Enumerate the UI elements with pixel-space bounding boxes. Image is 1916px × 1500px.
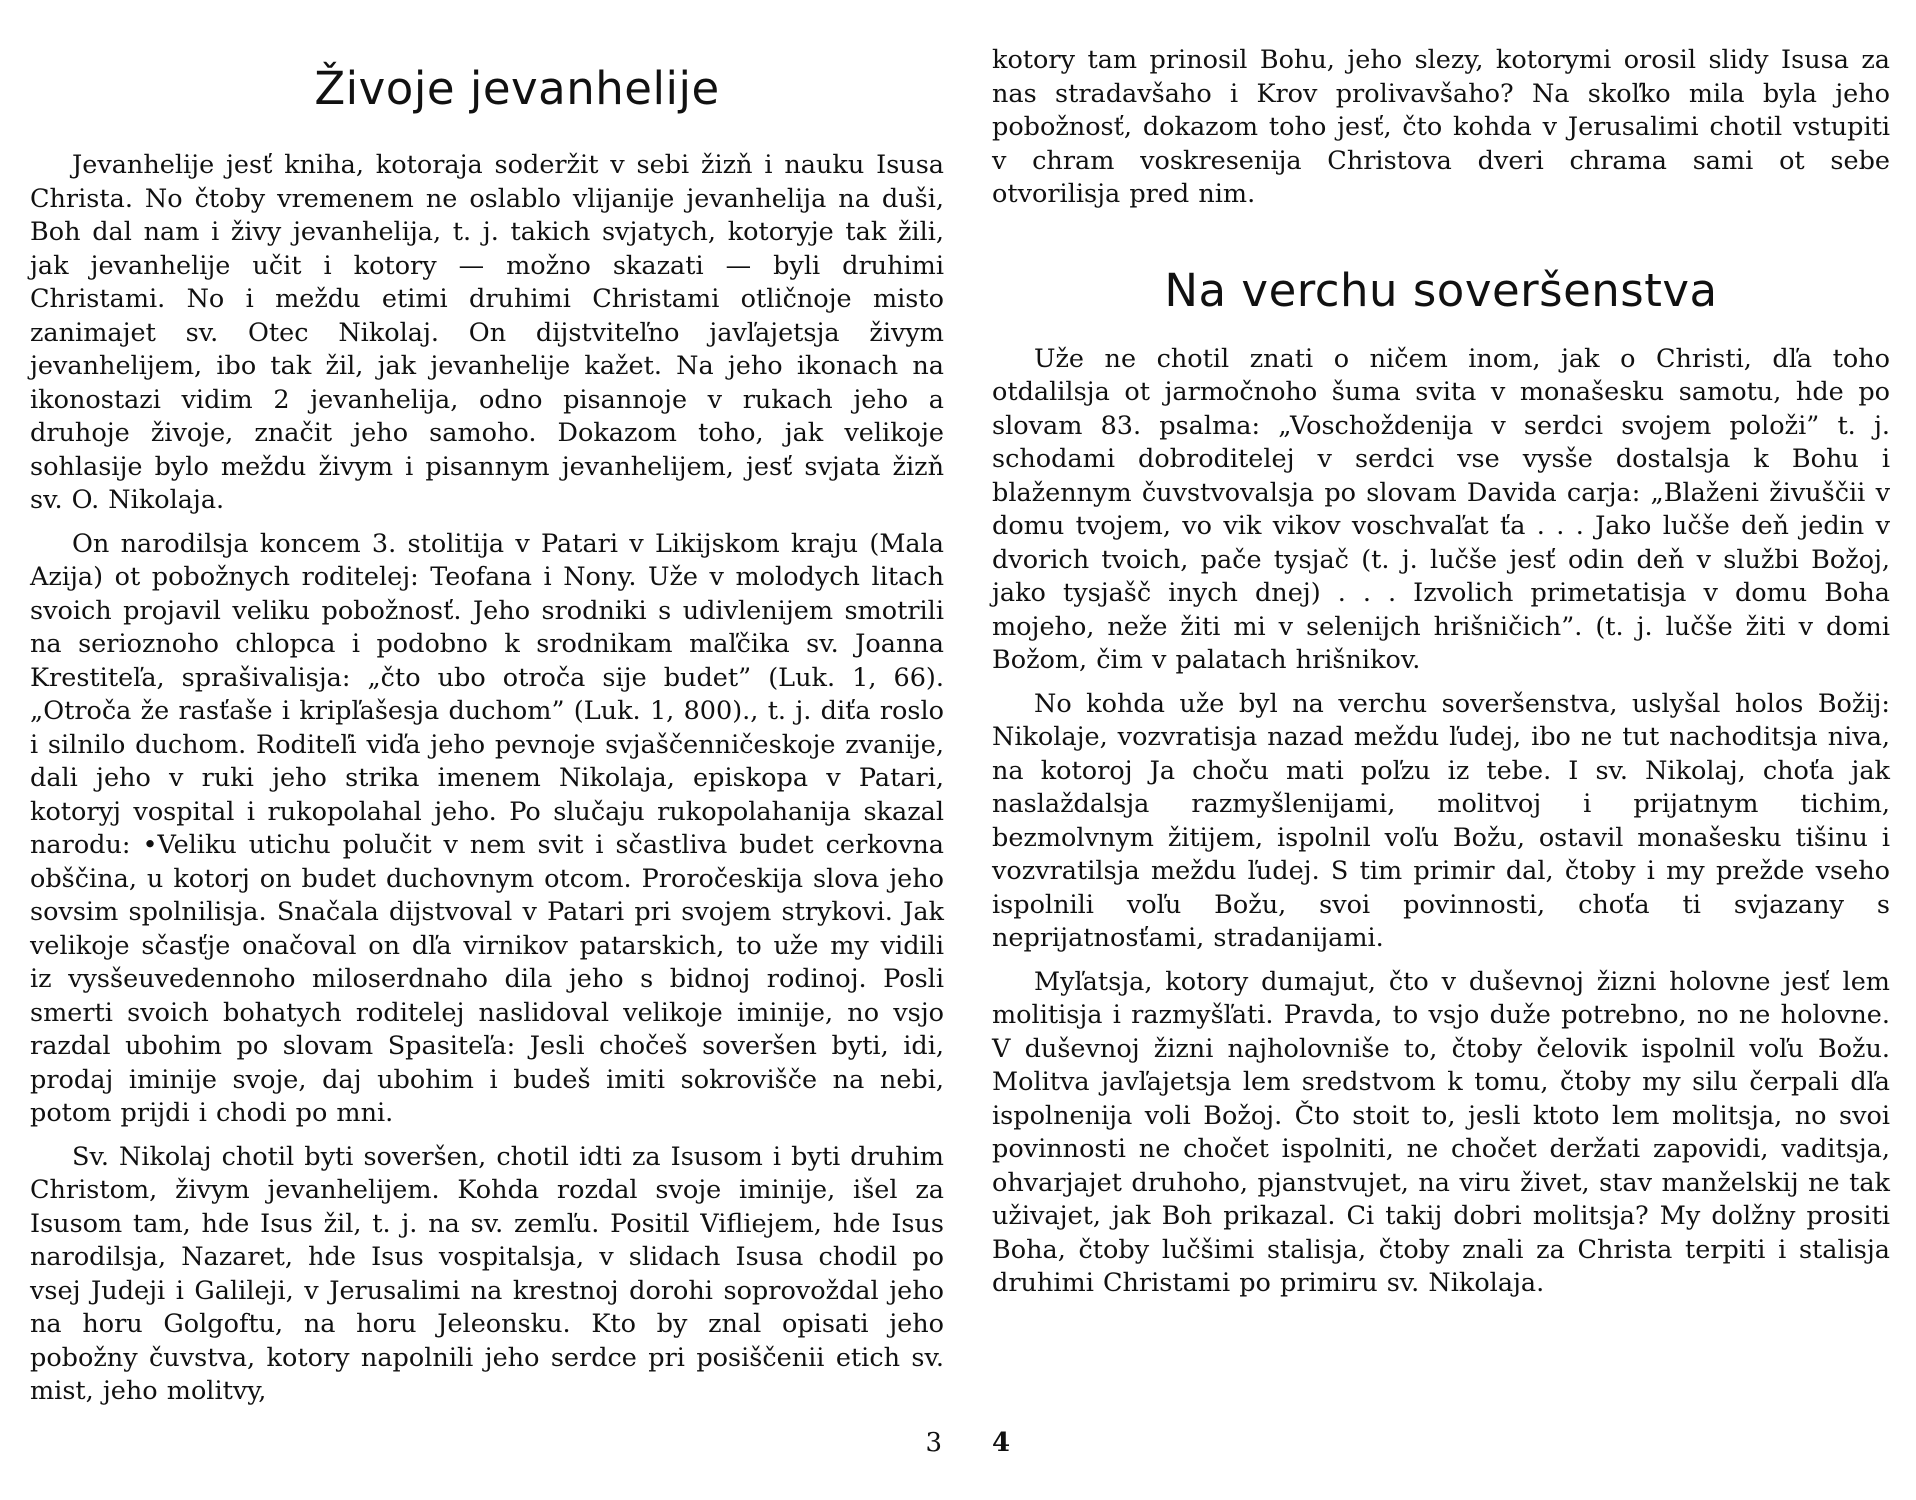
- right-page: [958, 0, 1916, 1500]
- paragraph: No kohda uže byl na verchu soveršenstva, uslyšal holos Božij: Nikolaje, vozvratisja nazad meždu ľudej, ibo ne tut nachoditsja niva, na kotoroj Ja choču mati poľzu iz tebe. I sv. Nikolaj, choťa jak naslaždalsja razmyšlenijami, molitvoj i prijatnym tichim, bezmolvnym žitijem, ispolnil voľu Božu, ostavil monašesku tišinu i vozvratilsja meždu ľudej. S tim primir dal, čtoby i my prežde vseho ispolnili voľu Božu, svoi povinnosti, choťa ti svjazany s neprijatnosťami, stradanijami.: [992, 688, 1890, 953]
- paragraph-continuation: kotory tam prinosil Bohu, jeho slezy, kotorymi orosil slidy Isusa za nas stradavšaho i Krov prolivavšaho? Na skoľko mila byla jeho pobožnosť, dokazom toho jesť, čto kohda v Jerusalimi chotil vstupiti v chram voskresenija Christova dveri chrama sami ot sebe otvorilisja pred nim.: [992, 45, 1890, 209]
- paragraph: Jevanhelije jesť kniha, kotoraja soderžit v sebi žizň i nauku Isusa Christa. No čtoby vremenem ne oslablo vlijanije jevanhelija na duši, Boh dal nam i živy jevanhelija, t. j. takich svjatych, kotoryje tak žili, jak jevanhelije učit i kotory — možno skazati — byli druhimi Christami. No i meždu etimi druhimi Christami otličnoje misto zanimajet sv. Otec Nikolaj. On dijstviteľno javľajetsja živym jevanhelijem, ibo tak žil, jak jevanhelije kažet. Na jeho ikonach na ikonostazi vidim 2 jevanhelija, odno pisannoje v rukach jeho a druhoje živoje, značit jeho samoho. Dokazom toho, jak velikoje sohlasije bylo meždu živym i pisannym jevanhelijem, jesť svjata žizň sv. O. Nikolaja.: [30, 150, 944, 515]
- page-number: 3: [925, 1428, 942, 1458]
- paragraph: On narodilsja koncem 3. stolitija v Patari v Likijskom kraju (Mala Azija) ot pobožnych roditelej: Teofana i Nony. Uže v molodych litach svoich projavil veliku pobožnosť. Jeho srodniki s udivlenijem smotrili na serioznoho chlopca i podobno k srodnikam maľčika sv. Joanna Krestiteľa, sprašivalisja: „čto ubo otroča sije budet” (Luk. 1, 66). „Otroča že rasťaše i kripľašesja duchom” (Luk. 1, 800)., t. j. diťa roslo i silnilo duchom. Roditeľi viďa jeho pevnoje svjaščenničeskoje zvanije, dali jeho v ruki jeho strika imenem Nikolaja, episkopa v Patari, kotoryj vospital i rukopolahal jeho. Po slučaju rukopolahanija skazal narodu: •Veliku utichu polučit v nem svit i sčastliva budet cerkovna obščina, u kotorj on budet duchovnym otcom. Proročeskija slova jeho sovsim spolnilisja. Snačala dijstvoval v Patari pri svojem strykovi. Jak velikoje sčasťje onačoval on dľa virnikov patarskich, to uže my vidili iz vysšeuvedennoho miloserdnaho dila jeho s bidnoj rodinoj. Posli smerti svoich bohatych roditelej naslidoval velikoje iminije, no vsjo razdal ubohim po slovam Spasiteľa: Jesli chočeš soveršen byti, idi, prodaj iminije svoje, daj ubohim i budeš imiti sokrovišče na nebi, potom prijdi i chodi po mni.: [30, 528, 944, 1128]
- paragraph: Myľatsja, kotory dumajut, čto v duševnoj žizni holovne jesť lem molitisja i razmyšľati. Pravda, to vsjo duže potrebno, no ne holovne. V duševnoj žizni najholovniše to, čtoby čelovik ispolnil voľu Božu. Molitva javľajetsja lem sredstvom k tomu, čtoby my silu čerpali dľa ispolnenija voli Božoj. Čto stoit to, jesli ktoto lem molitsja, no svoi povinnosti ne chočet ispolniti, ne chočet deržati zapovidi, vaditsja, ohvarjajet druhoho, pjanstvujet, na viru živet, stav manželskij ne tak uživajet, jak Boh prikazal. Ci takij dobri molitsja? My dolžny prositi Boha, čtoby lučšimi stalisja, čtoby znali za Christa terpiti i stalisja druhimi Christami po primiru sv. Nikolaja.: [992, 966, 1890, 1298]
- paragraph: Uže ne chotil znati o ničem inom, jak o Christi, dľa toho otdalilsja ot jarmočnoho šuma svita v monašesku samotu, hde po slovam 83. psalma: „Voschoždenija v serdci svojem položi” t. j. schodami dobroditelej v serdci vse vysše dostalsja k Bohu i blažennym čuvstvovalsja po slovam Davida carja: „Blaženi živuščii v domu tvojem, vo vik vikov voschvaľat ťa . . . Jako lučše deň jedin v dvorich tvoich, pače tysjač (t. j. lučše jesť odin deň v službi Božoj, jako tysjašč inych dnej) . . . Izvolich primetatisja v domu Boha mojeho, neže žiti mi v selenijch hrišničich”. (t. j. lučše žiti v domi Božom, čim v palatach hrišnikov.: [992, 343, 1890, 675]
- paragraph: Sv. Nikolaj chotil byti soveršen, chotil idti za Isusom i byti druhim Christom, živym jevanhelijem. Kohda rozdal svoje iminije, išel za Isusom tam, hde Isus žil, t. j. na sv. zemľu. Positil Vifliejem, hde Isus narodilsja, Nazaret, hde Isus vospitalsja, v slidach Isusa chodil po vsej Judeji i Galileji, v Jerusalimi na krestnoj dorohi soprovoždal jeho na horu Golgoftu, na horu Jeleonsku. Kto by znal opisati jeho pobožny čuvstva, kotory napolnili jeho serdce pri posiščenii etich sv. mist, jeho molitvy,: [30, 1141, 944, 1406]
- chapter-title-na-verchu-soversenstva: Na verchu soveršenstva: [1164, 263, 1718, 317]
- page-number: 4: [992, 1428, 1011, 1458]
- chapter-title-zivoje-jevanhelije: Živoje jevanhelije: [314, 62, 720, 115]
